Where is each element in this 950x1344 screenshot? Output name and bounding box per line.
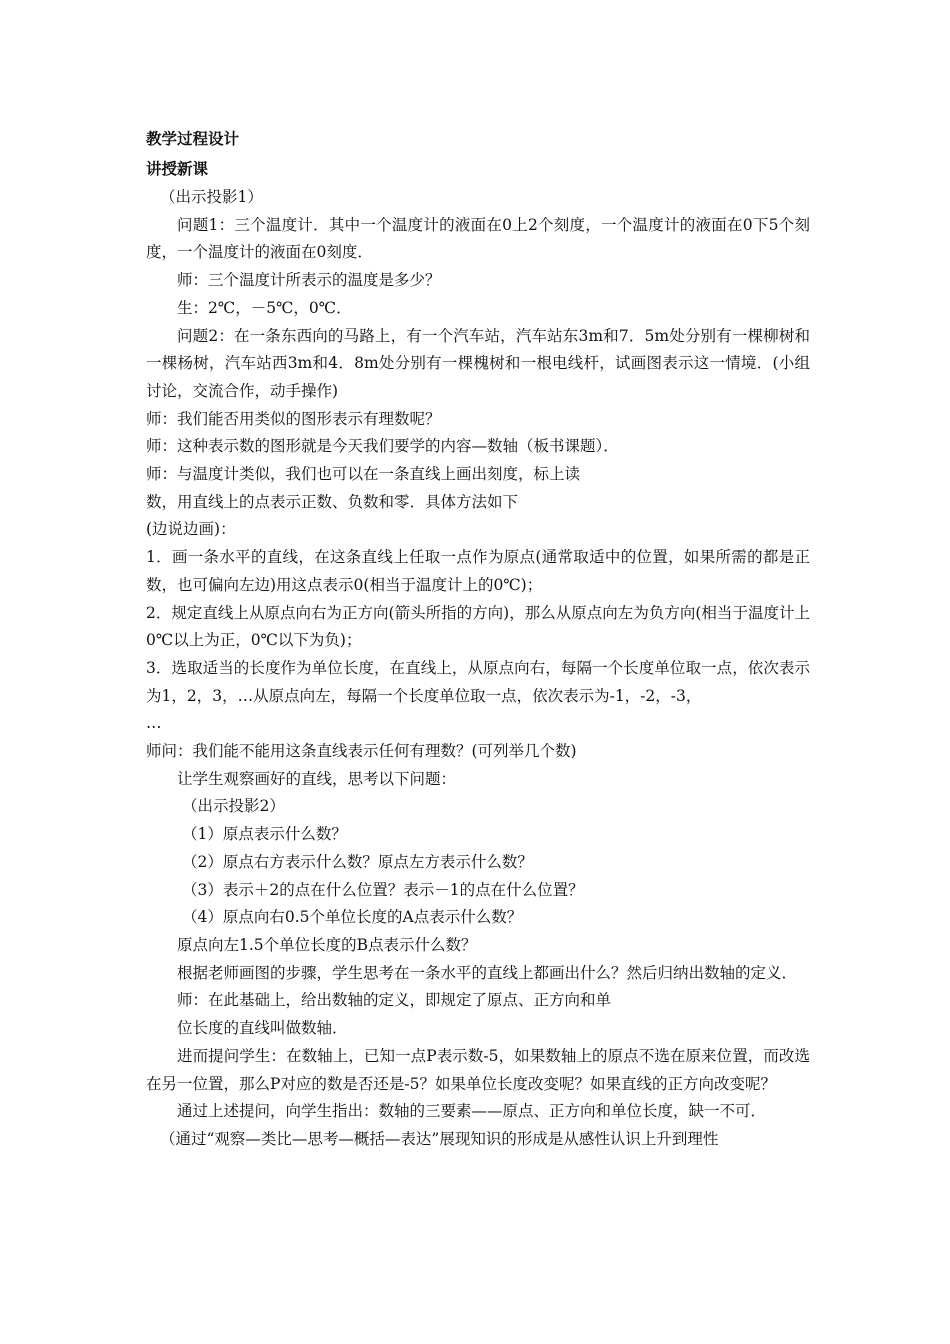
paragraph: 师：与温度计类似，我们也可以在一条直线上画出刻度，标上读 — [146, 465, 581, 484]
paragraph: 通过上述提问，向学生指出：数轴的三要素——原点、正方向和单位长度，缺一不可． — [177, 1102, 767, 1121]
paragraph: 3．选取适当的长度作为单位长度，在直线上，从原点向右，每隔一个长度单位取一点，依次表示为1，2，3，…从原点向左，每隔一个长度单位取一点，依次表示为-1，-2，-3， — [146, 658, 810, 705]
paragraph: （通过“观察—类比—思考—概括—表达”展现知识的形成是从感性认识上升到理性 — [160, 1129, 719, 1148]
paragraph: 根据老师画图的步骤，学生思考在一条水平的直线上都画出什么？然后归纳出数轴的定义． — [177, 963, 798, 982]
paragraph: 让学生观察画好的直线，思考以下问题： — [177, 769, 457, 788]
paragraph: （2）原点右方表示什么数？原点左方表示什么数？ — [182, 852, 533, 871]
paragraph: 师问：我们能不能用这条直线表示任何有理数？(可列举几个数) — [146, 742, 577, 761]
paragraph: 师：这种表示数的图形就是今天我们要学的内容—数轴（板书课题）． — [146, 437, 619, 456]
paragraph: 师：在此基础上，给出数轴的定义，即规定了原点、正方向和单 — [177, 991, 612, 1010]
paragraph: 数，用直线上的点表示正数、负数和零．具体方法如下 — [146, 492, 519, 511]
paragraph: … — [146, 714, 162, 733]
paragraph: (边说边画)： — [146, 520, 236, 539]
paragraph: 位长度的直线叫做数轴． — [177, 1019, 348, 1038]
section-subheading: 讲授新课 — [146, 160, 209, 178]
paragraph: 2．规定直线上从原点向右为正方向(箭头所指的方向)，那么从原点向左为负方向(相当于温度计上0℃以上为正，0℃以下为负)； — [146, 603, 810, 650]
paragraph: （4）原点向右0.5个单位长度的A点表示什么数？ — [182, 908, 523, 927]
paragraph: 问题2：在一条东西向的马路上，有一个汽车站，汽车站东3m和7．5m处分别有一棵柳树和一棵杨树，汽车站西3m和4．8m处分别有一棵槐树和一根电线杆，试画图表示这一情境．(小组讨论，交流合作，动手操作) — [146, 326, 810, 400]
document-page — [146, 124, 810, 1154]
paragraph: 生：2℃，－5℃，0℃． — [177, 298, 352, 317]
paragraph: 问题1：三个温度计．其中一个温度计的液面在0上2个刻度，一个温度计的液面在0下5个刻度，一个温度计的液面在0刻度． — [146, 215, 810, 262]
document-body — [146, 184, 810, 1154]
paragraph: （3）表示＋2的点在什么位置？表示－1的点在什么位置？ — [182, 880, 584, 899]
paragraph: 师：三个温度计所表示的温度是多少？ — [177, 271, 441, 290]
paragraph: 进而提问学生：在数轴上，已知一点P表示数-5，如果数轴上的原点不选在原来位置，而改选在另一位置，那么P对应的数是否还是-5？如果单位长度改变呢？如果直线的正方向改变呢？ — [146, 1046, 810, 1093]
paragraph: （出示投影1） — [160, 188, 263, 206]
section-heading: 教学过程设计 — [146, 130, 240, 148]
paragraph: （1）原点表示什么数？ — [182, 825, 347, 844]
paragraph: 1．画一条水平的直线，在这条直线上任取一点作为原点(通常取适中的位置，如果所需的都是正数，也可偏向左边)用这点表示0(相当于温度计上的0℃)； — [146, 548, 810, 594]
paragraph: （出示投影2） — [182, 797, 285, 816]
paragraph: 原点向左1.5个单位长度的B点表示什么数？ — [177, 935, 477, 954]
paragraph: 师：我们能否用类似的图形表示有理数呢？ — [146, 409, 441, 428]
